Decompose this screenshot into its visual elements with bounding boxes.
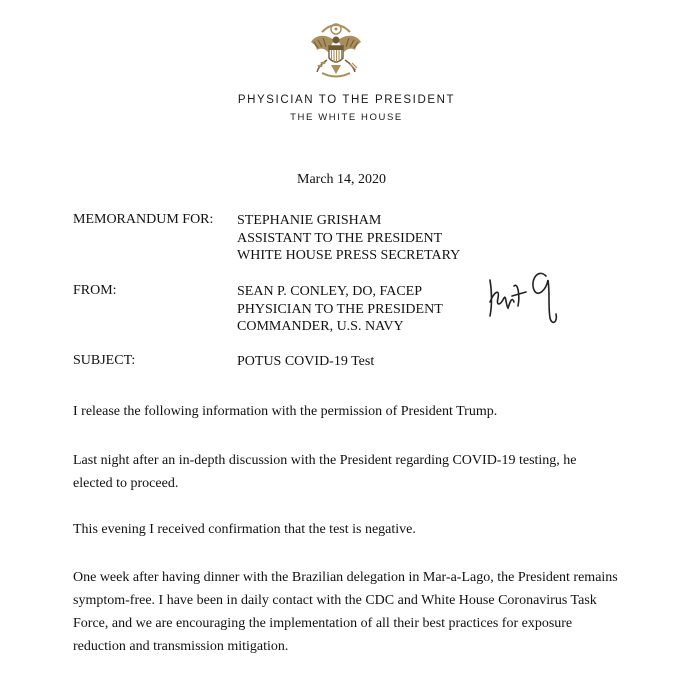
recipient-title: ASSISTANT TO THE PRESIDENT bbox=[237, 230, 443, 246]
paragraph-line: symptom-free. I have been in daily contact with the CDC and White House Coronavirus Task bbox=[73, 593, 597, 608]
paragraph-line: Force, and we are encouraging the implementation of all their best practices for exposure bbox=[73, 616, 573, 631]
from-sender bbox=[237, 283, 443, 336]
paragraph-line: reduction and transmission mitigation. bbox=[73, 639, 289, 654]
handwritten-signature bbox=[484, 262, 566, 328]
sender-rank: COMMANDER, U.S. NAVY bbox=[237, 319, 404, 334]
paragraph-line: Last night after an in-depth discussion with the President regarding COVID-19 testing, he bbox=[73, 453, 577, 468]
sender-name: SEAN P. CONLEY, DO, FACEP bbox=[237, 284, 423, 299]
subject-label: SUBJECT: bbox=[73, 353, 136, 368]
from-label: FROM: bbox=[73, 283, 117, 298]
presidential-eagle-seal-icon bbox=[308, 20, 364, 82]
subject-text: POTUS COVID-19 Test bbox=[237, 354, 375, 369]
paragraph-test-result: This evening I received confirmation that the test is negative. bbox=[73, 522, 416, 537]
recipient-name: STEPHANIE GRISHAM bbox=[237, 213, 382, 228]
sender-title: PHYSICIAN TO THE PRESIDENT bbox=[237, 301, 443, 317]
paragraph-line: One week after having dinner with the Brazilian delegation in Mar-a-Lago, the President remains bbox=[73, 570, 618, 585]
memorandum-for-recipient bbox=[237, 212, 460, 265]
memorandum-for-label: MEMORANDUM FOR: bbox=[73, 212, 214, 227]
paragraph-symptom-status bbox=[73, 566, 633, 658]
paragraph-testing-decision bbox=[73, 449, 633, 495]
letterhead-title: PHYSICIAN TO THE PRESIDENT bbox=[237, 94, 456, 106]
recipient-office: WHITE HOUSE PRESS SECRETARY bbox=[237, 248, 461, 263]
paragraph-line: elected to proceed. bbox=[73, 476, 179, 491]
memo-date: March 14, 2020 bbox=[297, 172, 387, 187]
letterhead-subtitle: THE WHITE HOUSE bbox=[290, 112, 403, 123]
paragraph-permission: I release the following information with the permission of President Trump. bbox=[73, 404, 498, 419]
